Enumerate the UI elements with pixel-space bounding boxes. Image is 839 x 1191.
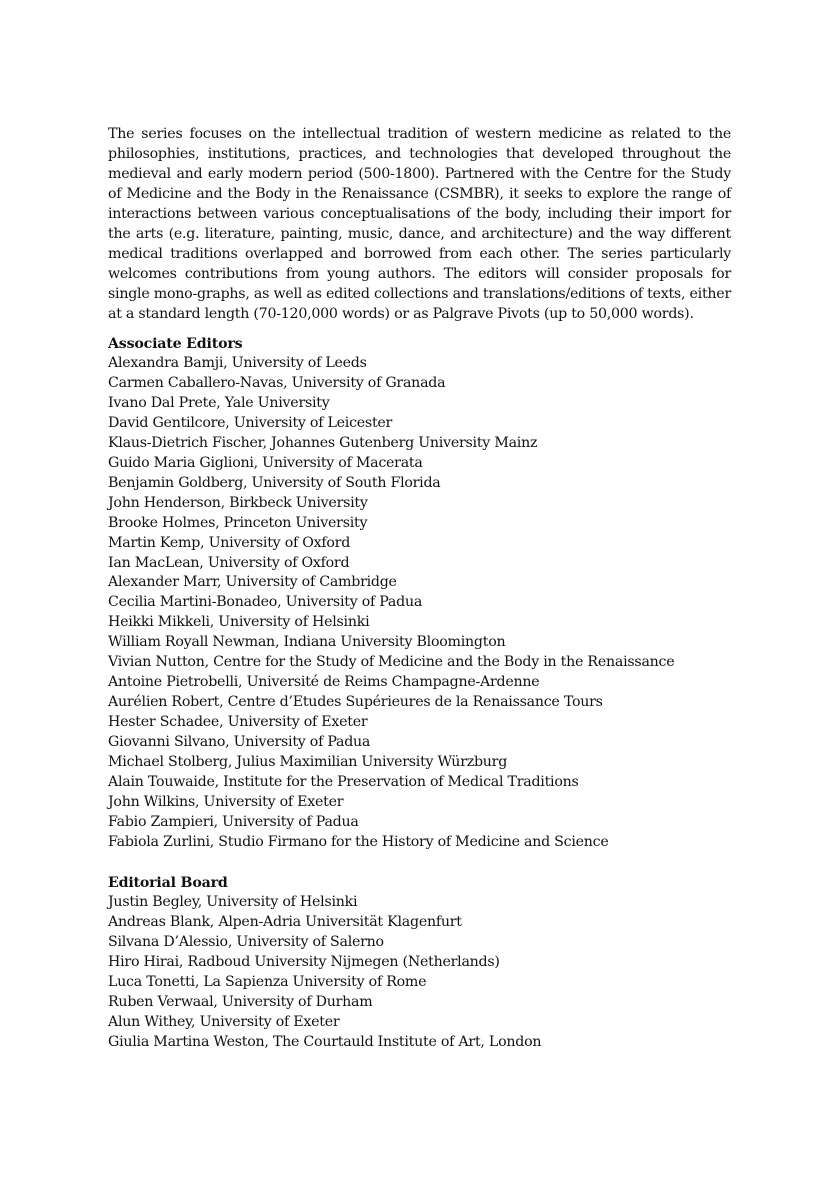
list-item: Alexandra Bamji, University of Leeds — [108, 355, 367, 371]
list-item: Giovanni Silvano, University of Padua — [108, 734, 371, 751]
list-item: John Henderson, Birkbeck University — [108, 494, 368, 511]
list-item: Brooke Holmes, Princeton University — [108, 514, 368, 531]
editorial-board-section — [108, 873, 731, 1053]
list-item: Antoine Pietrobelli, Université de Reims Champagne-Ardenne — [108, 674, 540, 691]
series-description: The series focuses on the intellectual tradition of western medicine as related to the philosophies, institutions, practices, and technologies that developed throughout the medieval and early modern period (500-1800). Partnered with the Centre for the Study of Medicine and the Body in the Renaissance (CSMBR), it seeks to explore the range of interactions between various conceptualisations of the body, including their import for the arts (e.g. literature, painting, music, dance, and architecture) and the way different medical traditions overlapped and borrowed from each other. The series particularly welcomes contributions from young authors. The editors will consider proposals for single mono-graphs, as well as edited collections and translations/editions of texts, either at a standard length (70-120,000 words) or as Palgrave Pivots (up to 50,000 words). — [108, 126, 731, 322]
list-item: David Gentilcore, University of Leicester — [108, 414, 393, 431]
list-item: Carmen Caballero-Navas, University of Granada — [108, 374, 446, 391]
list-item: Benjamin Goldberg, University of South Florida — [108, 474, 441, 491]
list-item: Luca Tonetti, La Sapienza University of Rome — [108, 973, 427, 990]
list-item: William Royall Newman, Indiana University Bloomington — [108, 634, 506, 651]
editorial-board-heading: Editorial Board — [108, 874, 228, 891]
list-item: Giulia Martina Weston, The Courtauld Institute of Art, London — [108, 1033, 542, 1050]
list-item: Andreas Blank, Alpen-Adria Universität Klagenfurt — [108, 913, 462, 930]
list-item: Fabio Zampieri, University of Padua — [108, 813, 359, 830]
list-item: Fabiola Zurlini, Studio Firmano for the History of Medicine and Science — [108, 833, 609, 850]
list-item: John Wilkins, University of Exeter — [108, 793, 344, 810]
list-item: Alexander Marr, University of Cambridge — [108, 574, 397, 591]
editorial-board-list — [108, 893, 731, 1053]
list-item: Martin Kemp, University of Oxford — [108, 534, 351, 551]
list-item: Silvana D’Alessio, University of Salerno — [108, 933, 384, 950]
list-item: Heikki Mikkeli, University of Helsinki — [108, 614, 370, 631]
list-item: Guido Maria Giglioni, University of Macerata — [108, 454, 423, 471]
list-item: Michael Stolberg, Julius Maximilian University Würzburg — [108, 754, 508, 771]
list-item: Vivian Nutton, Centre for the Study of Medicine and the Body in the Renaissance — [108, 654, 675, 671]
list-item: Justin Begley, University of Helsinki — [108, 893, 358, 910]
list-item: Ian MacLean, University of Oxford — [108, 554, 350, 571]
list-item: Ivano Dal Prete, Yale University — [108, 394, 330, 411]
page-content — [108, 124, 731, 1052]
list-item: Alain Touwaide, Institute for the Preservation of Medical Traditions — [108, 774, 579, 791]
list-item: Hester Schadee, University of Exeter — [108, 714, 368, 731]
list-item: Klaus-Dietrich Fischer, Johannes Gutenberg University Mainz — [108, 434, 538, 451]
associate-editors-section — [108, 334, 731, 853]
associate-editors-heading: Associate Editors — [108, 336, 243, 352]
list-item: Ruben Verwaal, University of Durham — [108, 993, 373, 1010]
list-item: Aurélien Robert, Centre d’Etudes Supérieures de la Renaissance Tours — [108, 694, 603, 711]
associate-editors-list — [108, 354, 731, 853]
list-item: Hiro Hirai, Radboud University Nijmegen (Netherlands) — [108, 953, 500, 970]
list-item: Alun Withey, University of Exeter — [108, 1013, 340, 1030]
list-item: Cecilia Martini-Bonadeo, University of Padua — [108, 594, 423, 611]
